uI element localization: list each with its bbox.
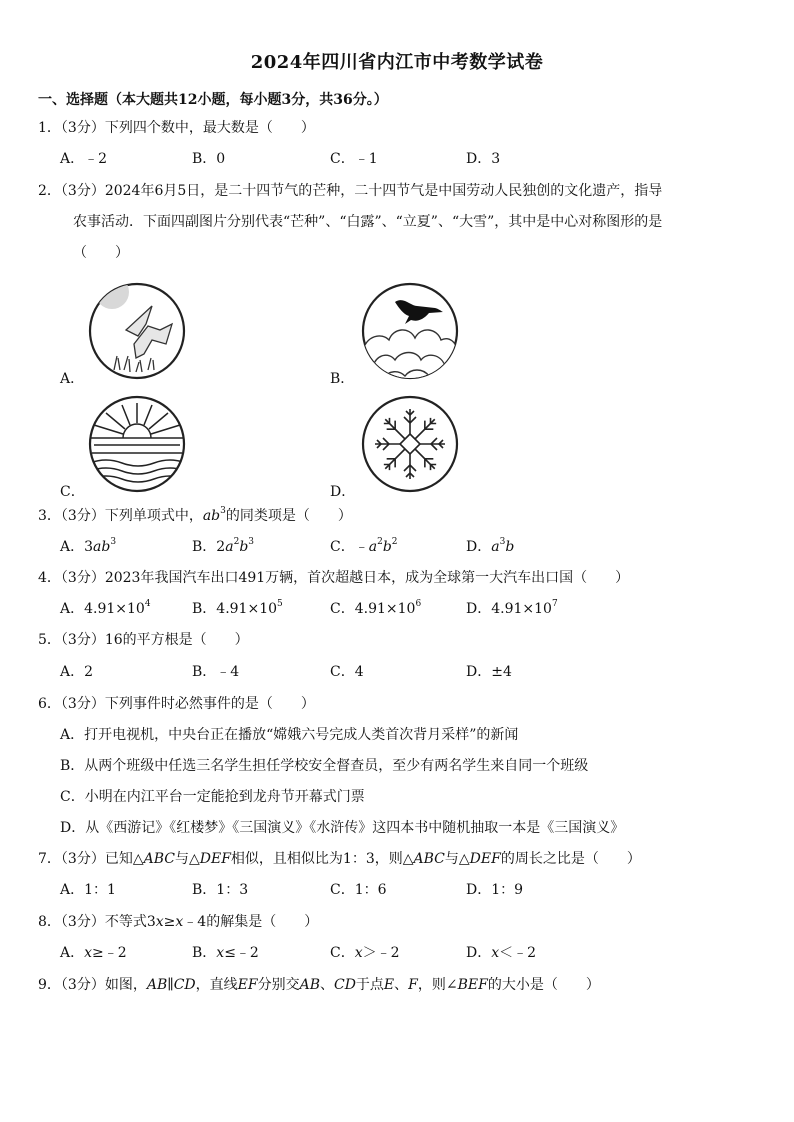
question-2-line2: 农事活动．下面四副图片分别代表“芒种”、“白露”、“立夏”、“大雪”，其中是中心对称图形的是 bbox=[73, 214, 663, 230]
q4-option-d: D．$4.91\times 10^7$ bbox=[466, 599, 558, 617]
figure-d-label: D． bbox=[330, 484, 356, 500]
q7-option-b: B．1：3 bbox=[192, 882, 249, 898]
q6-option-a: A．打开电视机，中央台正在播放“嫦娥六号完成人类首次背月采样”的新闻 bbox=[60, 727, 519, 743]
q1-option-d: D．3 bbox=[466, 151, 501, 167]
q4-option-c: C．$4.91\times 10^6$ bbox=[330, 599, 422, 617]
q3-option-d: D．$a^3b$ bbox=[466, 537, 515, 555]
question-2-line3: （ ） bbox=[73, 245, 129, 261]
question-6-stem: 6．（3分）下列事件时必然事件的是（ ） bbox=[38, 696, 315, 712]
q5-option-a: A．2 bbox=[60, 664, 94, 680]
question-7-stem: 7．（3分）已知△ABC与△DEF相似，且相似比为1：3，则△ABC与△DEF的周长之比是（ ） bbox=[38, 851, 641, 867]
question-5-stem: 5．（3分）16的平方根是（ ） bbox=[38, 632, 249, 648]
q7-option-a: A．1：1 bbox=[60, 882, 116, 898]
section-heading: 一、选择题（本大题共12小题，每小题3分，共36分。） bbox=[38, 92, 388, 108]
figure-b-bailu bbox=[359, 280, 461, 382]
q6-option-d: D．从《西游记》《红楼梦》《三国演义》《水浒传》这四本书中随机抽取一本是《三国演义》 bbox=[60, 820, 625, 836]
q5-option-b: B．﹣4 bbox=[192, 664, 240, 680]
q8-option-b: B．x≤﹣2 bbox=[192, 945, 259, 961]
figure-c-label: C． bbox=[60, 484, 85, 500]
figure-d-daxue bbox=[359, 393, 461, 495]
q6-option-c: C．小明在内江平台一定能抢到龙舟节开幕式门票 bbox=[60, 789, 365, 805]
q3-option-b: B．$2a^2b^3$ bbox=[192, 537, 255, 555]
figure-c-lixia bbox=[86, 393, 188, 495]
q8-option-d: D．x＜﹣2 bbox=[466, 945, 537, 961]
q8-option-a: A．x≥﹣2 bbox=[60, 945, 127, 961]
q3-option-a: A．$3ab^3$ bbox=[60, 537, 117, 555]
q7-option-c: C．1：6 bbox=[330, 882, 387, 898]
q5-option-d: D．±4 bbox=[466, 664, 512, 680]
figure-b-label: B． bbox=[330, 371, 355, 387]
question-9-stem: 9．（3分）如图，AB∥CD，直线EF分别交AB、CD于点E、F，则∠BEF的大小是（ ） bbox=[38, 977, 600, 993]
q1-option-a: A．﹣2 bbox=[60, 151, 108, 167]
question-1-stem: 1．（3分）下列四个数中，最大数是（ ） bbox=[38, 120, 315, 136]
q4-option-b: B．$4.91\times 10^5$ bbox=[192, 599, 283, 617]
q1-option-b: B．0 bbox=[192, 151, 226, 167]
q8-option-c: C．x＞﹣2 bbox=[330, 945, 400, 961]
page-title: 2024年四川省内江市中考数学试卷 bbox=[250, 52, 544, 73]
q5-option-c: C．4 bbox=[330, 664, 364, 680]
question-2-line1: 2．（3分）2024年6月5日，是二十四节气的芒种，二十四节气是中国劳动人民独创的文化遗产，指导 bbox=[38, 183, 663, 199]
question-8-stem: 8．（3分）不等式3x≥x﹣4的解集是（ ） bbox=[38, 914, 319, 930]
q7-option-d: D．1：9 bbox=[466, 882, 524, 898]
figure-a-label: A． bbox=[60, 371, 85, 387]
q1-option-c: C．﹣1 bbox=[330, 151, 378, 167]
question-3-stem: 3．（3分）下列单项式中，$ab^3$的同类项是（ ） bbox=[38, 506, 352, 524]
question-4-stem: 4．（3分）2023年我国汽车出口491万辆，首次超越日本，成为全球第一大汽车出口国（ ） bbox=[38, 570, 630, 586]
q6-option-b: B．从两个班级中任选三名学生担任学校安全督查员，至少有两名学生来自同一个班级 bbox=[60, 758, 589, 774]
q3-option-c: C．$﹣a^2b^2$ bbox=[330, 537, 398, 555]
figure-a-mangzhong bbox=[86, 280, 188, 382]
q4-option-a: A．$4.91\times 10^4$ bbox=[60, 599, 151, 617]
